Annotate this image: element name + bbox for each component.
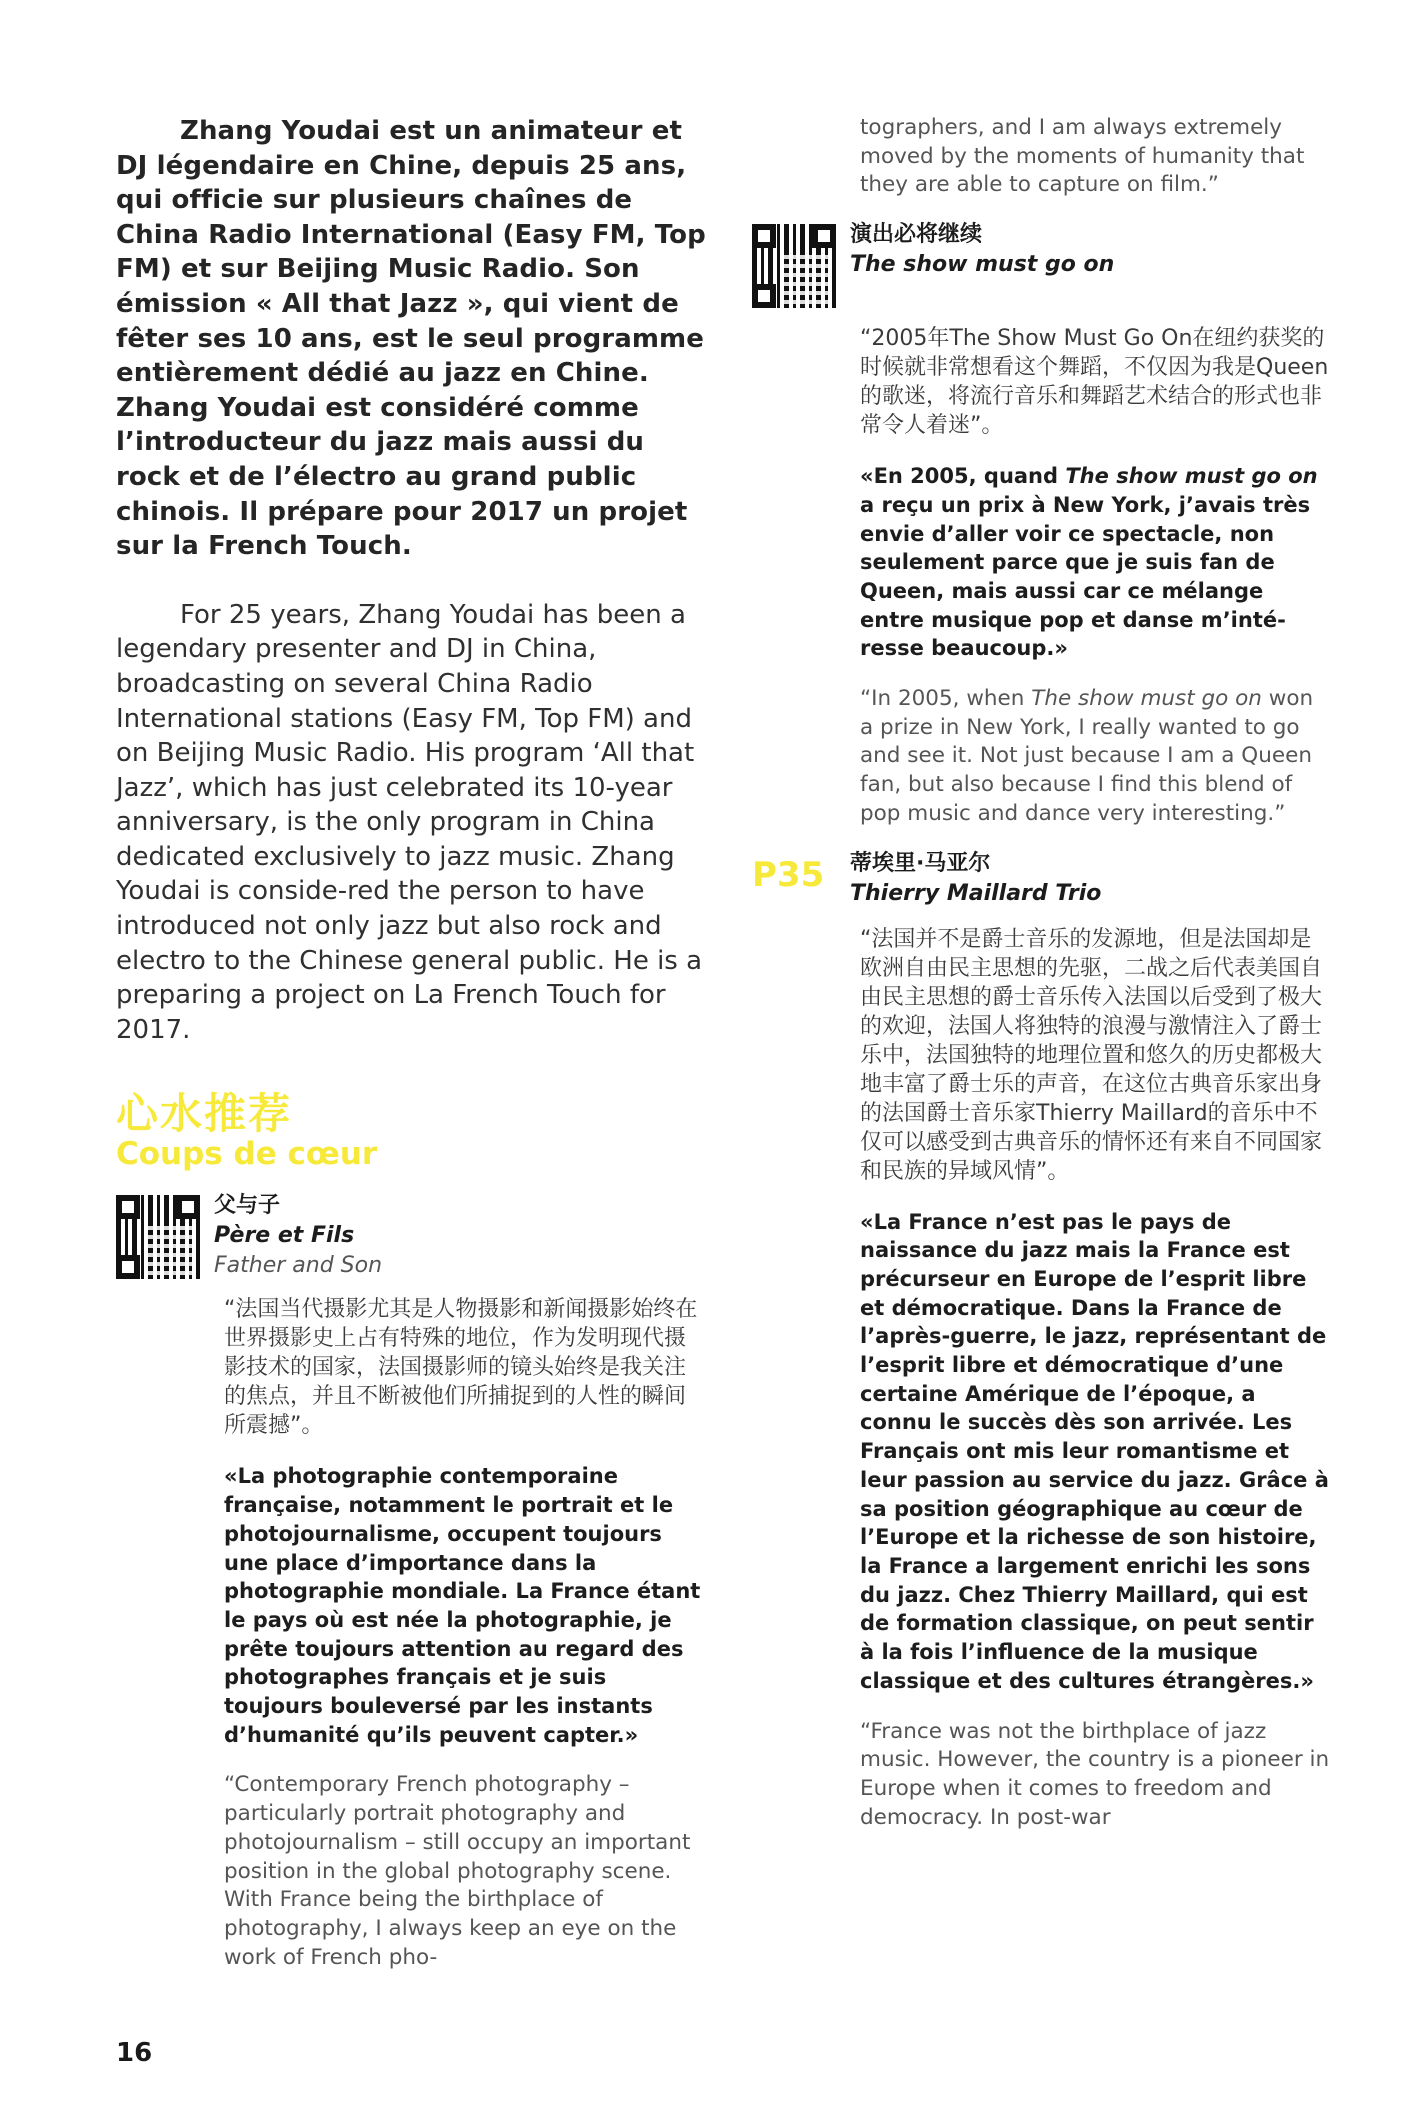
entry-title-chinese: 父与子 — [214, 1193, 281, 1219]
entry-body — [752, 925, 1332, 1833]
qr-code-icon[interactable] — [116, 1195, 200, 1279]
section-heading — [116, 1091, 706, 1171]
entry-thierry-maillard — [752, 849, 1332, 1833]
section-heading-chinese: 心水推荐 — [116, 1089, 293, 1139]
quote-french-title: The show must go on — [1065, 464, 1318, 489]
quote-french: «La photographie contemporaine française, notamment le portrait et le photojournalisme, occupent toujours une place d’importance dans la photographie mondiale. La France étant le pays où est née la photographie, je prête toujours attention au regard des photographes français et je suis toujours bouleversé par les instants d’humanité qu’ils peuvent capter.» — [224, 1464, 701, 1747]
quote-french — [860, 462, 1332, 663]
entry-show-must-go-on — [752, 220, 1332, 828]
entry-title-french: The show must go on — [850, 252, 1115, 278]
quote-english — [860, 685, 1332, 829]
section-heading-french: Coups de cœur — [116, 1136, 378, 1173]
entry-continuation — [752, 114, 1332, 200]
entry-title-chinese: 蒂埃里·马亚尔 — [850, 850, 991, 876]
entry-titles — [214, 1191, 382, 1281]
quote-chinese: “法国当代摄影尤其是人物摄影和新闻摄影始终在世界摄影史上占有特殊的地位，作为发明现代摄影技术的国家，法国摄影师的镜头始终是我关注的焦点，并且不断被他们所捕捉到的人性的瞬间所震撼”。 — [224, 1297, 698, 1439]
quote-english: “France was not the birthplace of jazz music. However, the country is a pioneer in Europe when it comes to freedom and democracy. In post-war — [860, 1718, 1330, 1830]
intro-french: Zhang Youdai est un animateur et DJ légendaire en Chine, depuis 25 ans, qui officie sur plusieurs chaînes de China Radio International (Easy FM, Top FM) et sur Beijing Music Radio. Son émission « All that Jazz », qui vient de fêter ses 10 ans, est le seul programme entièrement dédié au jazz en Chine. Zhang Youdai est considéré comme l’introducteur du jazz mais aussi du rock et de l’électro au grand public chinois. Il prépare pour 2017 un projet sur la French Touch. — [116, 116, 706, 562]
page-reference-tag: P35 — [752, 854, 825, 895]
entry-title-french: Thierry Maillard Trio — [850, 880, 1102, 906]
right-column — [752, 114, 1332, 1832]
entry-titles — [850, 220, 1114, 280]
quote-english-part: “In 2005, when — [860, 686, 1032, 712]
quote-chinese: “法国并不是爵士音乐的发源地，但是法国却是欧洲自由民主思想的先驱，二战之后代表美国自由民主思想的爵士音乐传入法国以后受到了极大的欢迎，法国人将独特的浪漫与激情注入了爵士乐中，法国独特的地理位置和悠久的历史都极大地丰富了爵士乐的声音，在这位古典音乐家出身的法国爵士音乐家Thierry Maillard的音乐中不仅可以感受到古典音乐的情怀还有来自不同国家和民族的异域风情”。 — [860, 926, 1323, 1184]
entry-header — [752, 220, 1332, 308]
quote-english-continued: tographers, and I am always extremely moved by the moments of humanity that they are able to capture on film.” — [860, 115, 1305, 198]
entry-title-english: Father and Son — [214, 1253, 383, 1279]
entry-titles — [850, 849, 1101, 909]
entry-header — [116, 1191, 706, 1281]
entry-body — [752, 324, 1332, 828]
left-column — [116, 114, 706, 1972]
entry-header — [752, 849, 1332, 909]
entry-father-and-son — [116, 1191, 706, 1972]
intro-english: For 25 years, Zhang Youdai has been a legendary presenter and DJ in China, broadcasting on several China Radio International stations (Easy FM, Top FM) and on Beijing Music Radio. His program ‘All that Jazz’, which has just celebrated its 10-year anniversary, is the only program in China dedicated exclusively to jazz music. Zhang Youdai is conside-red the person to have introduced not only jazz but also rock and electro to the Chinese general public. He is a preparing a project on La French Touch for 2017. — [116, 599, 703, 1045]
page-number: 16 — [116, 2038, 153, 2068]
quote-chinese: “2005年The Show Must Go On在纽约获奖的时候就非常想看这个舞蹈，不仅因为我是Queen的歌迷，将流行音乐和舞蹈艺术结合的形式也非常令人着迷”。 — [860, 326, 1329, 439]
quote-french-part: «En 2005, quand — [860, 464, 1066, 489]
entry-title-french: Père et Fils — [214, 1223, 355, 1249]
quote-english-part: won a prize in New York, I really wanted to go and see it. Not just because I am a Queen fan, but also because I find this blend of pop music and dance very interesting.” — [860, 686, 1314, 826]
qr-code-icon[interactable] — [752, 224, 836, 308]
entry-body — [116, 1295, 706, 1972]
entry-title-chinese: 演出必将继续 — [850, 222, 983, 248]
quote-english: “Contemporary French photography – particularly portrait photography and photojournalism – still occupy an important position in the global photography scene. With France being the birthplace of photography, I always keep an eye on the work of French pho- — [224, 1772, 691, 1970]
quote-french: «La France n’est pas le pays de naissance du jazz mais la France est précurseur en Europe de l’esprit libre et démocratique. Dans la France de l’après-guerre, le jazz, représentant de l’esprit libre et démocratique d’une certaine Amérique de l’époque, a connu le succès dès son arrivée. Les Français ont mis leur romantisme et leur passion au service du jazz. Grâce à sa position géographique au cœur de l’Europe et la richesse de son histoire, la France a largement enrichi les sons du jazz. Chez Thierry Maillard, qui est de formation classique, on peut sentir à la fois l’influence de la musique classique et des cultures étrangères.» — [860, 1209, 1329, 1693]
quote-french-part: a reçu un prix à New York, j’avais très envie d’aller voir ce spectacle, non seulement parce que je suis fan de Queen, mais aussi car ce mélange entre musique pop et danse m’inté-resse beaucoup.» — [860, 492, 1311, 661]
quote-english-title: The show must go on — [1031, 686, 1262, 712]
